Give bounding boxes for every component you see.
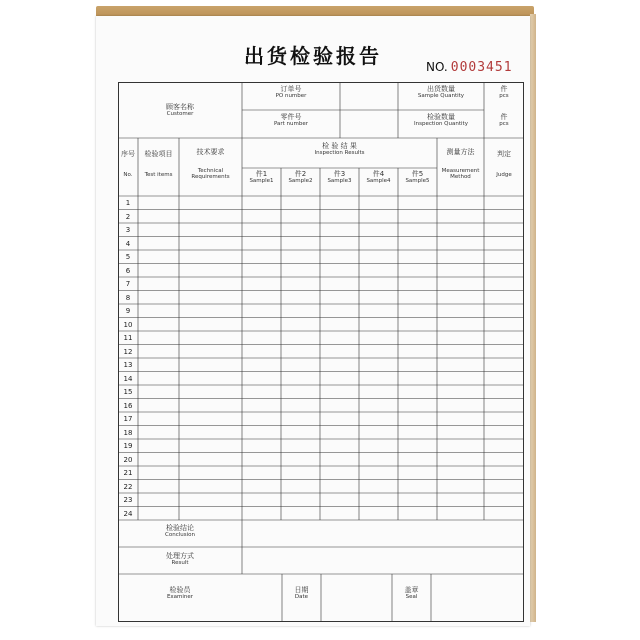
- row-number: 6: [125, 266, 131, 275]
- col-header-sample-4: 件4 Sample4: [366, 170, 391, 185]
- row-number: 11: [123, 334, 133, 342]
- result-label: 处理方式 Result: [166, 552, 194, 567]
- row-number: 7: [125, 280, 131, 288]
- row-number: 1: [125, 199, 131, 207]
- row-number: 4: [125, 239, 131, 248]
- row-number: 13: [123, 361, 133, 369]
- col-header-method: 测量方法 Measurement Method: [441, 148, 480, 181]
- row-number: 5: [125, 253, 131, 261]
- row-number: 18: [123, 428, 133, 437]
- unit-label-inspection: 件 pcs: [499, 113, 509, 128]
- seal-label: 盖章 Seal: [404, 586, 419, 601]
- inspection-quantity-label: 检验数量 Inspection Quantity: [414, 113, 468, 128]
- col-header-sample-3: 件3 Sample3: [327, 170, 352, 185]
- examiner-label: 检验员 Examiner: [166, 586, 194, 601]
- row-number: 15: [123, 388, 133, 396]
- row-number: 8: [125, 293, 131, 302]
- customer-label: 顾客名称 Customer: [166, 103, 194, 118]
- row-number: 10: [123, 320, 133, 329]
- row-number: 16: [123, 401, 133, 410]
- row-number: 14: [123, 374, 133, 383]
- ship-quantity-label: 出货数量 Sample Quantity: [417, 85, 465, 100]
- serial-number-label: NO.: [426, 60, 448, 74]
- col-header-sample-5: 件5 Sample5: [405, 170, 430, 185]
- row-number: 2: [125, 212, 131, 221]
- col-header-requirements: 技术要求 Technical Requirements: [191, 148, 230, 181]
- col-header-sample-1: 件1 Sample1: [249, 170, 274, 185]
- col-header-judge: 判定 Judge: [496, 150, 512, 179]
- serial-number-value: 0003451: [450, 60, 513, 75]
- serial-number: [426, 60, 513, 75]
- row-number: 22: [123, 482, 133, 491]
- row-number: 20: [123, 455, 133, 464]
- form-title: 出货检验报告: [244, 44, 382, 68]
- unit-label-ship: 件 pcs: [499, 85, 509, 100]
- row-number: 19: [123, 442, 133, 450]
- row-number: 12: [123, 347, 133, 356]
- po-number-label: 订单号 PO number: [275, 85, 307, 100]
- col-header-no: 序号 No.: [121, 150, 135, 179]
- row-number: 24: [123, 509, 133, 518]
- row-number: 23: [123, 496, 133, 504]
- date-label: 日期 Date: [294, 586, 309, 601]
- part-number-label: 零件号 Part number: [273, 113, 309, 128]
- row-number: 21: [123, 469, 133, 477]
- pad-page-stack: [530, 14, 536, 622]
- row-number: 17: [123, 415, 133, 423]
- col-header-test-items: 检验项目 Test items: [144, 150, 173, 179]
- row-number: 9: [125, 307, 131, 315]
- inspection-form-sheet: [96, 16, 530, 626]
- row-number: 3: [125, 226, 131, 234]
- col-header-results: 检 验 结 果 Inspection Results: [314, 142, 365, 157]
- col-header-sample-2: 件2 Sample2: [288, 170, 313, 185]
- conclusion-label: 检验结论 Conclusion: [165, 524, 195, 539]
